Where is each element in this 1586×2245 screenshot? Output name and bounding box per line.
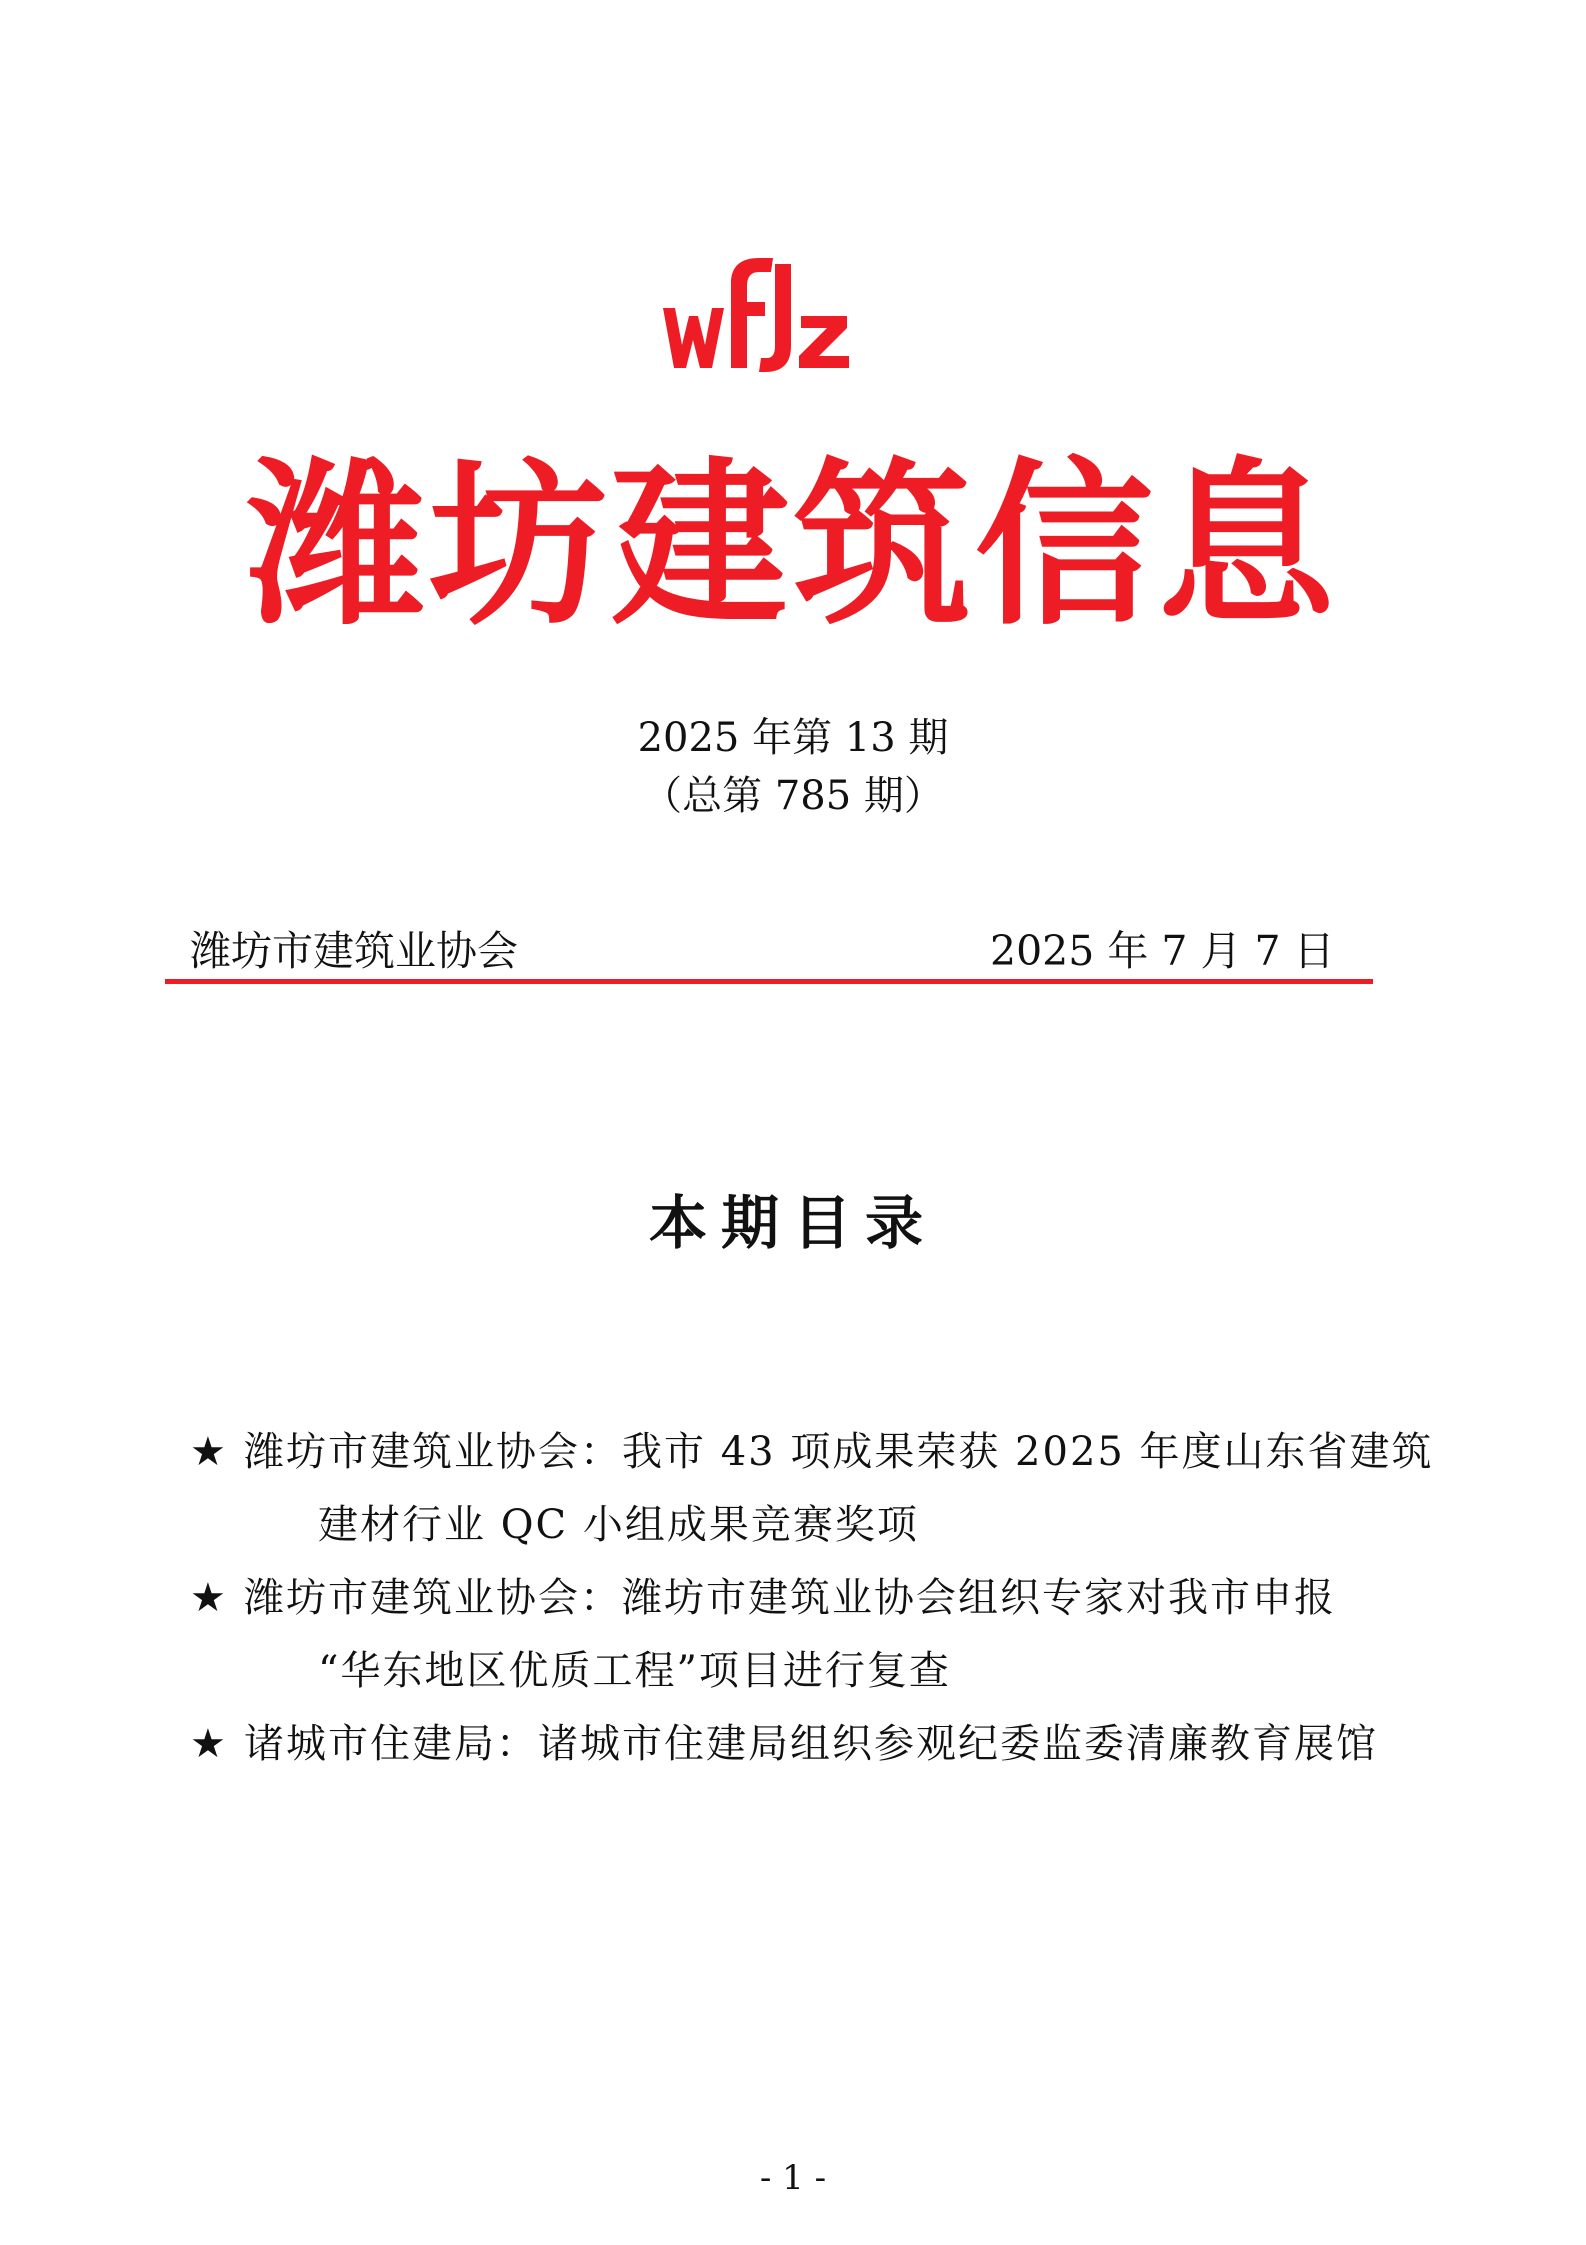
publisher-row bbox=[190, 918, 1370, 978]
issue-number: 2025 年第 13 期 bbox=[637, 715, 949, 761]
toc-item[interactable] bbox=[190, 1416, 1434, 1562]
star-icon: ★ bbox=[190, 1575, 228, 1621]
red-divider bbox=[165, 979, 1373, 984]
toc-item-title-continued: 建材行业 QC 小组成果竞赛奖项 bbox=[318, 1502, 919, 1548]
masthead-title: 潍坊建筑信息 bbox=[247, 440, 1339, 649]
star-icon: ★ bbox=[190, 1721, 228, 1767]
star-icon: ★ bbox=[190, 1429, 228, 1475]
publish-date: 2025 年 7 月 7 日 bbox=[990, 927, 1335, 975]
publisher: 潍坊市建筑业协会 bbox=[190, 927, 518, 975]
toc-item[interactable] bbox=[190, 1708, 1410, 1781]
cumulative-issue-number: （总第 785 期） bbox=[642, 773, 944, 819]
table-of-contents bbox=[190, 1416, 1434, 1781]
toc-item-title: 潍坊市建筑业协会：潍坊市建筑业协会组织专家对我市申报 bbox=[244, 1575, 1336, 1621]
toc-item-title: 潍坊市建筑业协会：我市 43 项成果荣获 2025 年度山东省建筑 bbox=[244, 1429, 1434, 1475]
toc-item[interactable] bbox=[190, 1562, 1410, 1708]
toc-item-title: 诸城市住建局：诸城市住建局组织参观纪委监委清廉教育展馆 bbox=[244, 1721, 1378, 1767]
toc-title: 本期目录 bbox=[648, 1189, 937, 1257]
wfjz-logo bbox=[655, 250, 855, 380]
toc-item-title-continued: “华东地区优质工程”项目进行复查 bbox=[318, 1648, 951, 1694]
page-number: - 1 - bbox=[759, 2158, 827, 2198]
